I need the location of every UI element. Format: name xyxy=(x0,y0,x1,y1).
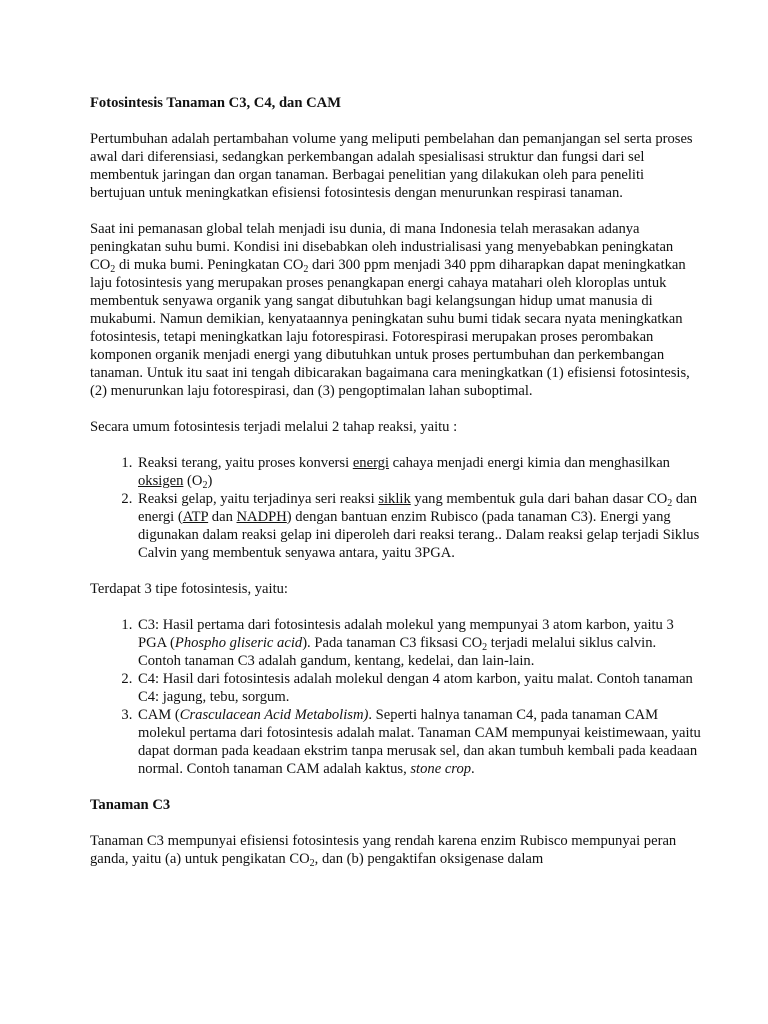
link-energi[interactable]: energi xyxy=(352,455,390,471)
text-segment: dan xyxy=(208,509,237,525)
text-segment: ). Pada tanaman C3 fiksasi CO xyxy=(302,635,483,651)
list-item-dark-reaction xyxy=(136,490,702,562)
italic-term: Crasculacean Acid Metabolism) xyxy=(179,707,369,723)
text-segment: di muka bumi. Peningkatan CO xyxy=(118,257,304,273)
text-segment: terjadi melalui siklus calvin. Contoh tanaman C3 adalah gandum, kentang, kedelai, dan lain-lain. xyxy=(138,635,657,669)
subscript: 2 xyxy=(202,480,208,491)
text-segment: ) xyxy=(207,473,213,489)
italic-term: stone crop xyxy=(410,761,472,777)
text-segment: Tanaman C3 mempunyai efisiensi fotosintesis yang rendah karena enzim Rubisco mempunyai peran ganda, yaitu (a) untuk pengikatan CO xyxy=(90,833,677,867)
text-segment: . xyxy=(471,761,475,777)
section-heading-c3: Tanaman C3 xyxy=(90,797,171,813)
subscript: 2 xyxy=(303,264,309,275)
text-segment: dari 300 ppm menjadi 340 ppm diharapkan dapat meningkatkan laju fotosintesis yang merupakan proses penangkapan energi cahaya matahari oleh kloroplas untuk membentuk senyawa organik yang sangat dibutuhkan bagi kelangsungan hidup umat manusia di mukabumi. Namun demikian, kenyataannya peningkatan suhu bumi tidak secara nyata meningkatkan fotosintesis, tetapi meningkatkan laju fotorespirasi. Fotorespirasi merupakan proses perombakan komponen organik menjadi energi yang dibutuhkan untuk proses pertumbuhan dan perkembangan tanaman. Untuk itu saat ini tengah dibicarakan bagaimana cara meningkatkan (1) efisiensi fotosintesis, (2) menurunkan laju fotorespirasi, dan (3) pengoptimalan lahan suboptimal. xyxy=(90,257,690,399)
link-atp[interactable]: ATP xyxy=(182,509,209,525)
link-siklik[interactable]: siklik xyxy=(378,491,411,507)
link-oksigen[interactable]: oksigen xyxy=(138,473,184,489)
list-item-c4: 2. C4: Hasil dari fotosintesis adalah molekul dengan 4 atom karbon, yaitu malat. Contoh tanaman C4: jagung, tebu, sorgum. xyxy=(136,670,702,706)
italic-term: Phospho gliseric acid xyxy=(174,635,303,651)
paragraph-two-stages: Secara umum fotosintesis terjadi melalui 2 tahap reaksi, yaitu : xyxy=(90,419,458,435)
list-item-c3 xyxy=(136,616,702,670)
text-segment: CAM ( xyxy=(138,707,180,723)
text-segment: Saat ini pemanasan global telah menjadi isu dunia, di mana Indonesia telah merasakan adanya peningkatan suhu bumi. Kondisi ini disebabkan oleh industrialisasi yang menyebabkan peningkatan CO xyxy=(90,221,674,273)
text-segment: cahaya menjadi energi kimia dan menghasilkan xyxy=(389,455,670,471)
text-segment: . Seperti halnya tanaman C4, pada tanaman CAM molekul pertama dari fotosintesis adalah malat. Tanaman CAM mempunyai keistimewaan, yaitu dapat dorman pada keadaan ekstrim tanpa merusak sel, dan akan tumbuh kembali pada keadaan normal. Contoh tanaman CAM adalah kaktus, xyxy=(138,707,701,777)
text-segment: Reaksi gelap, yaitu terjadinya seri reaksi xyxy=(138,491,379,507)
text-segment: ) dengan bantuan enzim Rubisco (pada tanaman C3). Energi yang digunakan dalam reaksi gelap ini diperoleh dari reaksi terang.. Dalam reaksi gelap terjadi Siklus Calvin yang membentuk senyawa antara, yaitu 3PGA. xyxy=(138,509,700,561)
reaction-stages-list xyxy=(90,454,702,562)
text-segment: yang membentuk gula dari bahan dasar CO xyxy=(410,491,668,507)
document-body xyxy=(90,94,702,886)
subscript: 2 xyxy=(482,642,488,653)
link-nadph[interactable]: NADPH xyxy=(236,509,287,525)
text-segment: (O xyxy=(183,473,203,489)
list-item-light-reaction xyxy=(136,454,702,490)
paragraph-c3-efficiency xyxy=(90,832,702,868)
document-title: Fotosintesis Tanaman C3, C4, dan CAM xyxy=(90,95,341,111)
paragraph-global-warming xyxy=(90,220,702,400)
text-segment: Reaksi terang, yaitu proses konversi xyxy=(138,455,353,471)
photosynthesis-types-list xyxy=(90,616,702,778)
subscript: 2 xyxy=(667,498,673,509)
text-segment: dan energi ( xyxy=(138,491,698,525)
subscript: 2 xyxy=(110,264,116,275)
paragraph-three-types: Terdapat 3 tipe fotosintesis, yaitu: xyxy=(90,581,288,597)
list-item-cam xyxy=(136,706,702,778)
paragraph-growth: Pertumbuhan adalah pertambahan volume yang meliputi pembelahan dan pemanjangan sel serta proses awal dari diferensiasi, sedangkan perkembangan adalah spesialisasi struktur dan fungsi dari sel membentuk jaringan dan organ tanaman. Berbagai penelitian yang dilakukan oleh para peneliti bertujuan untuk meningkatkan efisiensi fotosintesis dengan menurunkan respirasi tanaman. xyxy=(90,131,693,201)
text-segment: , dan (b) pengaktifan oksigenase dalam xyxy=(314,851,544,867)
subscript: 2 xyxy=(309,858,315,869)
text-segment: C3: Hasil pertama dari fotosintesis adalah molekul yang mempunyai 3 atom karbon, yaitu 3 PGA ( xyxy=(138,617,674,651)
